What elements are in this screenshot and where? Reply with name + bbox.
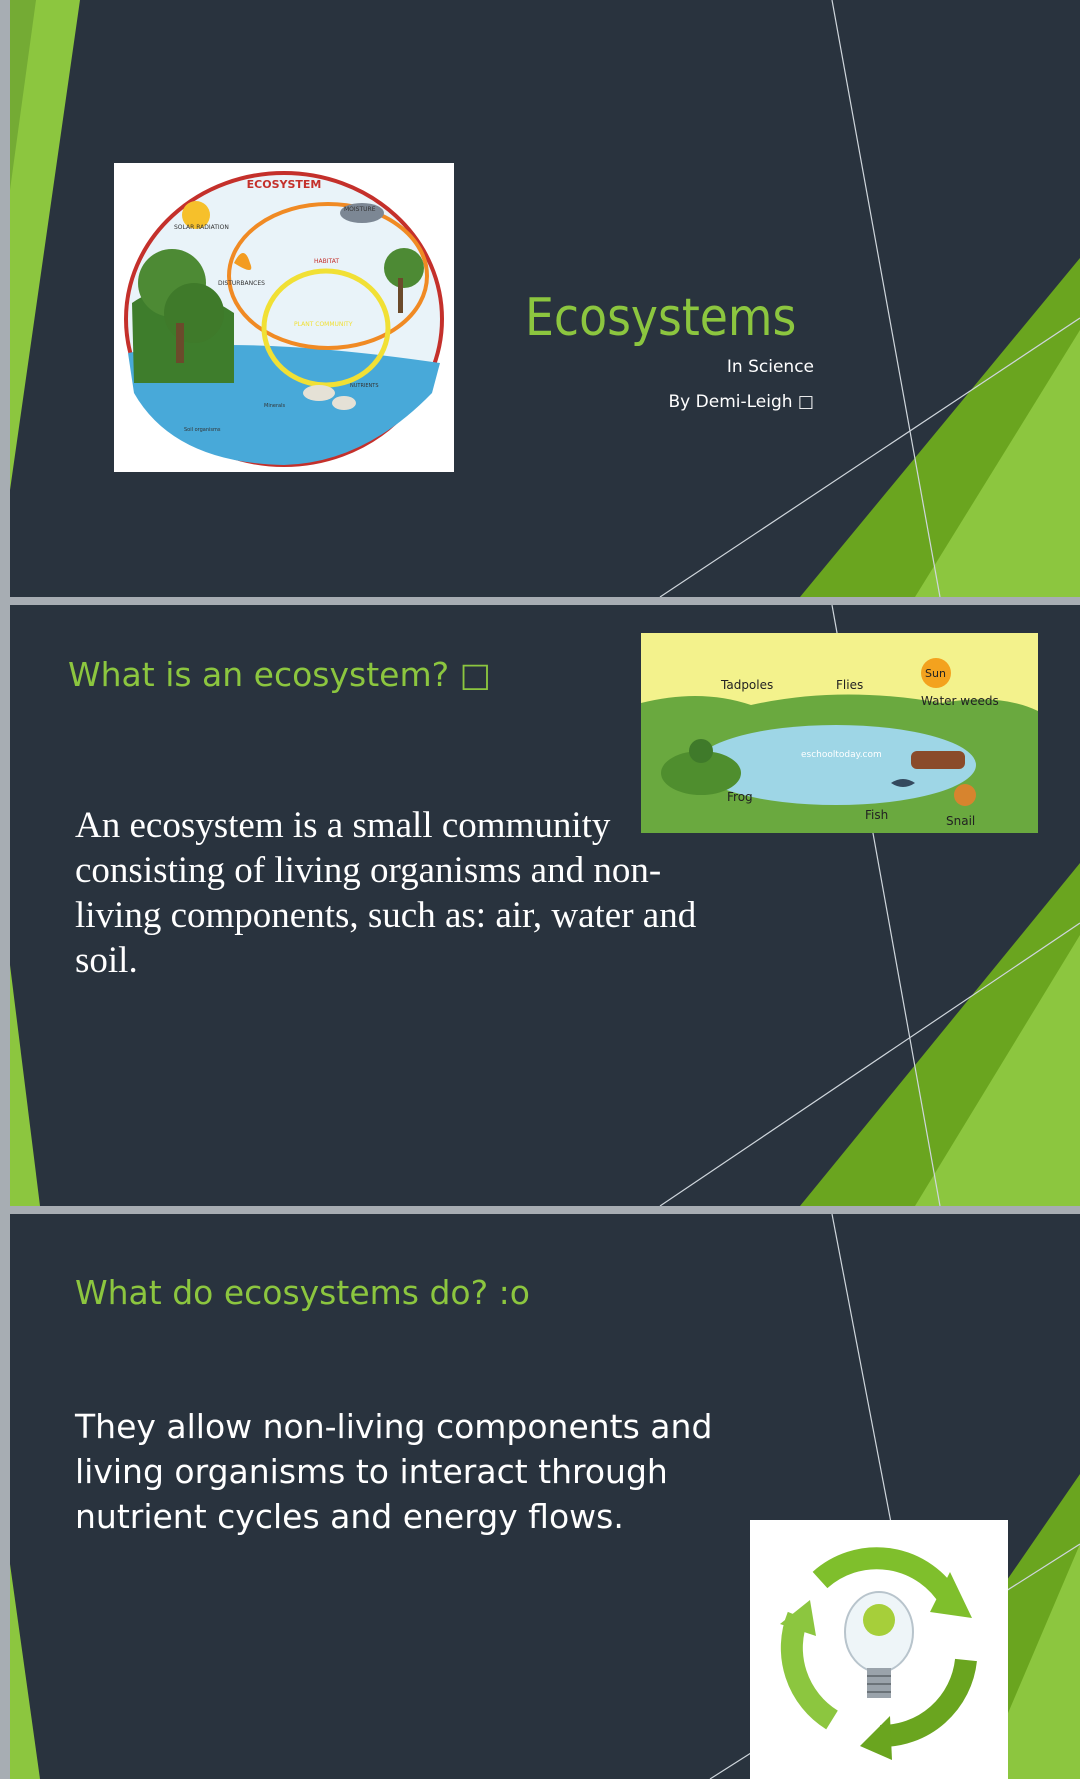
image-label: Frog — [727, 790, 753, 804]
image-label: Tadpoles — [721, 678, 774, 692]
ecosystem-diagram-image — [114, 163, 454, 472]
subtitle: In Science — [726, 357, 814, 377]
image-label: Snail — [946, 814, 976, 828]
slide-title: Ecosystems — [525, 288, 797, 348]
slide-body-text: An ecosystem is a small community consisting of living organisms and non-living components, such as: air, water and soil. — [75, 805, 697, 981]
slide-heading: What is an ecosystem? □ — [68, 655, 491, 694]
recycle-bulb-image — [750, 1520, 1008, 1779]
diagram-label: SOLAR RADIATION — [174, 224, 229, 231]
byline: By Demi-Leigh □ — [668, 392, 814, 412]
slide-heading: What do ecosystems do? :o — [75, 1273, 530, 1312]
diagram-label: PLANT COMMUNITY — [294, 321, 353, 328]
image-label: Water weeds — [921, 694, 999, 708]
slide-body-text: They allow non-living components and living organisms to interact through nutrient cycles and energy flows. — [75, 1407, 713, 1536]
image-label: Flies — [836, 678, 864, 692]
diagram-label: Soil organisms — [184, 427, 221, 433]
diagram-title: ECOSYSTEM — [246, 178, 322, 191]
image-label: Fish — [865, 808, 889, 822]
title-slide — [10, 0, 1080, 597]
image-label: Sun — [925, 667, 946, 680]
diagram-label: NUTRIENTS — [350, 383, 379, 389]
diagram-label: MOISTURE — [344, 206, 376, 213]
definition-slide — [10, 605, 1080, 1206]
image-label: eschooltoday.com — [801, 750, 882, 760]
function-slide — [10, 1214, 1080, 1779]
diagram-label: DISTURBANCES — [218, 280, 265, 287]
diagram-label: HABITAT — [314, 258, 340, 265]
diagram-label: Minerals — [264, 403, 286, 409]
